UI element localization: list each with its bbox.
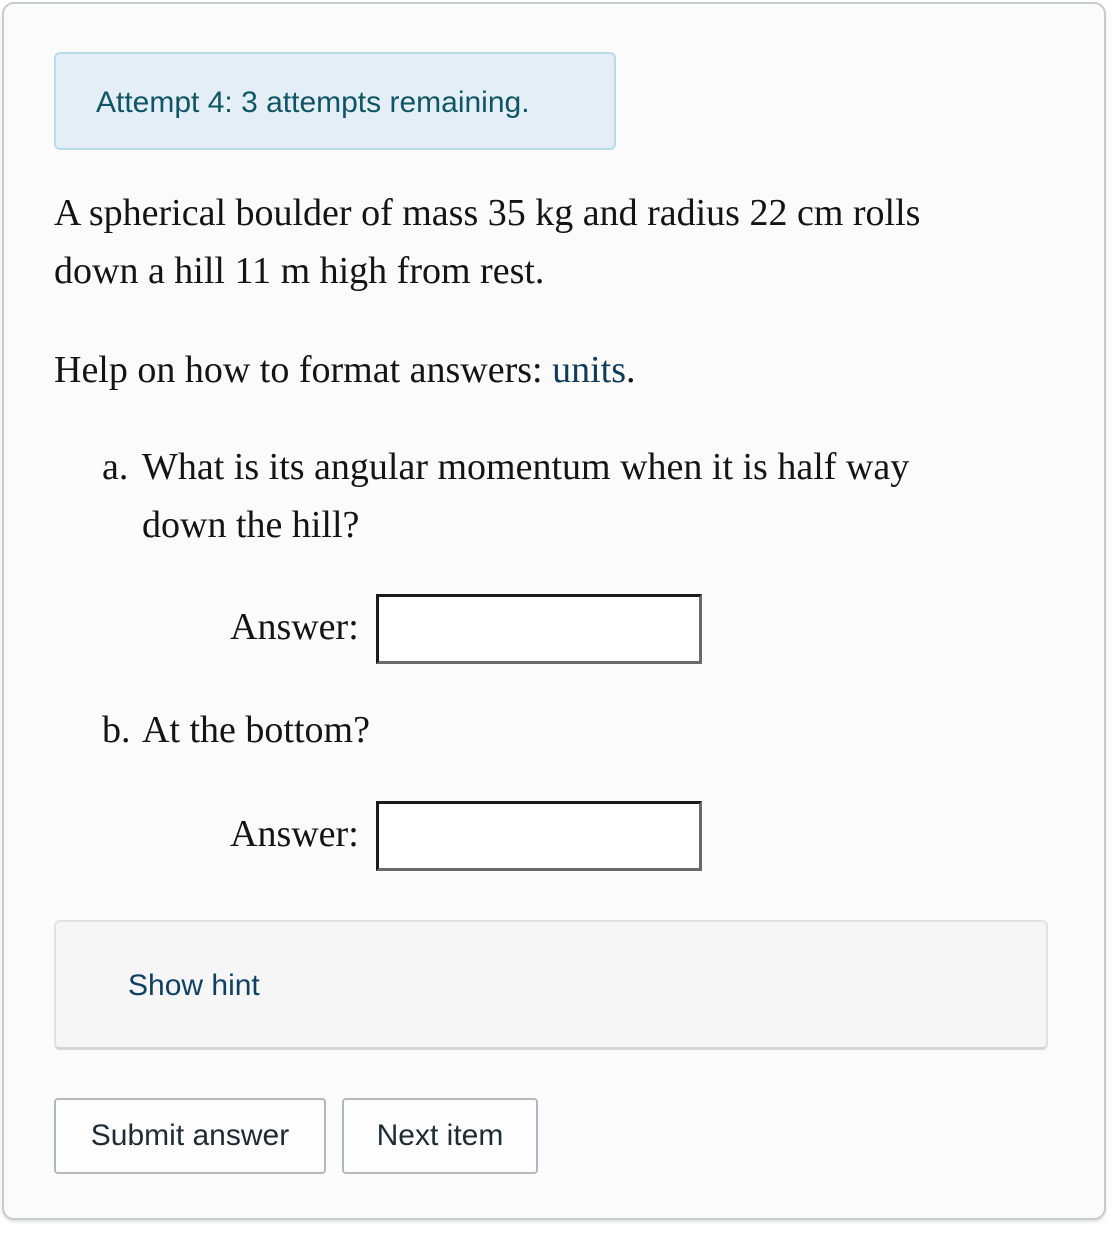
part-a-answer-label: Answer:: [230, 606, 359, 648]
hint-panel: [54, 920, 1048, 1050]
part-a-answer-input[interactable]: [376, 594, 702, 664]
part-b-letter: b.: [102, 709, 131, 751]
problem-statement: A spherical boulder of mass 35 kg and radius 22 cm rolls down a hill 11 m high from rest.: [54, 192, 921, 292]
format-help-text: Help on how to format answers:: [54, 349, 553, 391]
part-b-answer-label: Answer:: [230, 813, 359, 855]
part-b: [102, 701, 1002, 759]
attempt-status-banner: Attempt 4: 3 attempts remaining.: [54, 52, 616, 150]
question-card: [2, 2, 1106, 1220]
format-help-suffix: .: [626, 349, 636, 391]
format-help: [54, 341, 1014, 399]
part-b-answer-input[interactable]: [376, 801, 702, 871]
show-hint-link[interactable]: Show hint: [128, 969, 260, 1002]
units-help-link[interactable]: units: [552, 349, 627, 391]
part-a: [102, 438, 1002, 554]
submit-answer-button[interactable]: Submit answer: [54, 1098, 326, 1174]
part-a-letter: a.: [102, 446, 129, 488]
next-item-button[interactable]: Next item: [342, 1098, 538, 1174]
part-b-question: At the bottom?: [142, 709, 370, 751]
part-a-question: What is its angular momentum when it is half way down the hill?: [142, 446, 910, 546]
